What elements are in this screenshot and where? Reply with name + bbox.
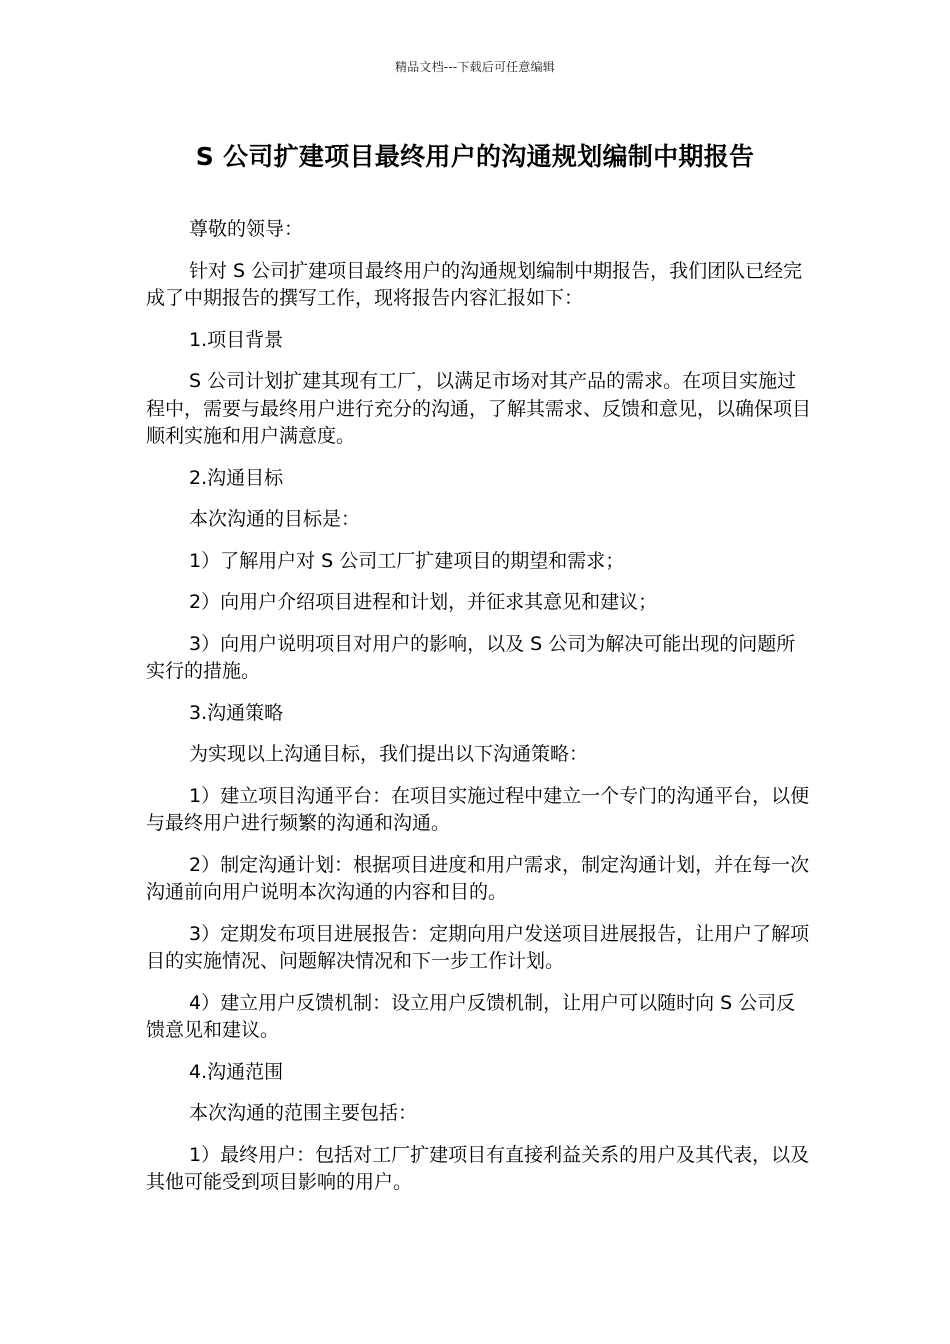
section-heading-goals: 2.沟通目标 — [189, 466, 284, 489]
goal-item: 1）了解用户对 S 公司工厂扩建项目的期望和需求； — [189, 549, 625, 572]
scope-intro: 本次沟通的范围主要包括： — [189, 1102, 418, 1124]
goals-intro: 本次沟通的目标是： — [189, 508, 361, 530]
section-heading-background: 1.项目背景 — [189, 328, 284, 351]
background-paragraph: S 公司计划扩建其现有工厂，以满足市场对其产品的需求。在项目实施过程中，需要与最终用户进行充分的沟通，了解其需求、反馈和意见，以确保项目顺利实施和用户满意度。 — [146, 370, 812, 447]
strategy-item: 2）制定沟通计划：根据项目进度和用户需求，制定沟通计划，并在每一次沟通前向用户说明本次沟通的内容和目的。 — [146, 853, 810, 903]
document-title: S 公司扩建项目最终用户的沟通规划编制中期报告 — [195, 142, 755, 171]
strategy-item: 1）建立项目沟通平台：在项目实施过程中建立一个专门的沟通平台，以便与最终用户进行频繁的沟通和沟通。 — [146, 784, 810, 834]
section-heading-strategy: 3.沟通策略 — [189, 701, 284, 724]
salutation: 尊敬的领导： — [189, 218, 304, 240]
goal-item: 2）向用户介绍项目进程和计划，并征求其意见和建议； — [189, 591, 658, 613]
strategy-intro: 为实现以上沟通目标，我们提出以下沟通策略： — [189, 743, 589, 765]
strategy-item: 4）建立用户反馈机制：设立用户反馈机制，让用户可以随时向 S 公司反馈意见和建议。 — [146, 991, 796, 1041]
scope-item: 1）最终用户：包括对工厂扩建项目有直接利益关系的用户及其代表，以及其他可能受到项目影响的用户。 — [146, 1143, 810, 1193]
goal-item: 3）向用户说明项目对用户的影响，以及 S 公司为解决可能出现的问题所实行的措施。 — [146, 632, 796, 682]
intro-paragraph: 针对 S 公司扩建项目最终用户的沟通规划编制中期报告，我们团队已经完成了中期报告的撰写工作，现将报告内容汇报如下： — [146, 259, 803, 309]
document-body — [146, 216, 812, 1211]
section-heading-scope: 4.沟通范围 — [189, 1060, 284, 1083]
header-note: 精品文档---下载后可任意编辑 — [395, 60, 555, 74]
strategy-item: 3）定期发布项目进展报告：定期向用户发送项目进展报告，让用户了解项目的实施情况、问题解决情况和下一步工作计划。 — [146, 922, 810, 972]
